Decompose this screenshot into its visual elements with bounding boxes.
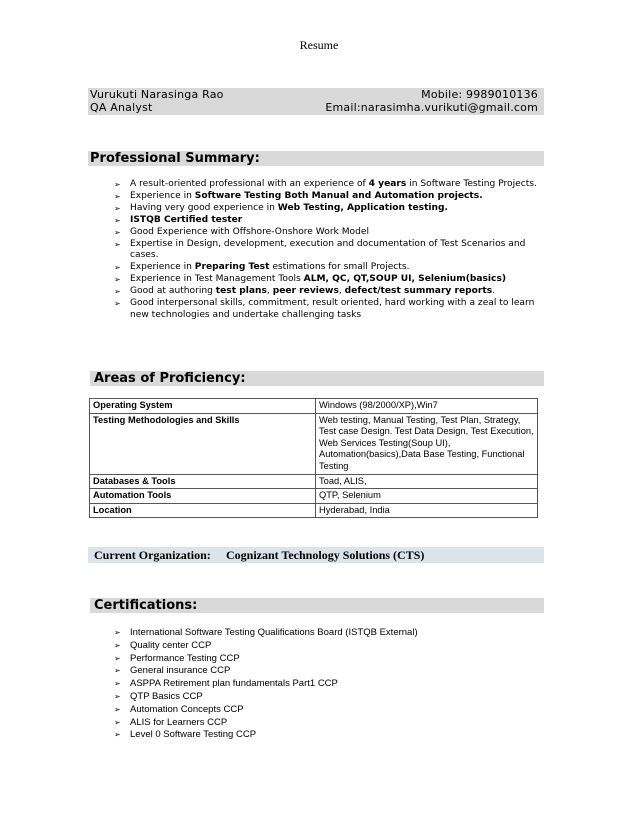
summary-text: 4 years [368, 179, 407, 189]
table-row [90, 489, 538, 504]
summary-text: . [492, 286, 496, 297]
certification-item [114, 717, 544, 730]
certification-item [114, 678, 544, 691]
bullet-arrow-icon: ➢ [114, 691, 121, 701]
summary-text: Having very good experience in [130, 202, 278, 213]
proficiency-value: Toad, ALIS, [316, 474, 538, 489]
proficiency-label: Databases & Tools [90, 474, 316, 489]
candidate-role: QA Analyst [90, 101, 153, 114]
section-title: Certifications: [94, 598, 198, 613]
bullet-arrow-icon: ➢ [114, 180, 121, 189]
bullet-arrow-icon: ➢ [114, 704, 121, 714]
summary-item [114, 227, 544, 239]
proficiency-label: Automation Tools [90, 489, 316, 504]
bullet-arrow-icon: ➢ [114, 299, 121, 309]
proficiency-label: Location [90, 503, 316, 518]
bullet-arrow-icon: ➢ [114, 640, 121, 650]
summary-item [114, 215, 544, 227]
bullet-arrow-icon: ➢ [114, 730, 121, 740]
certification-text: Performance Testing CCP [130, 652, 240, 664]
certifications-heading [90, 598, 544, 613]
section-title: Professional Summary: [90, 151, 260, 166]
summary-item [114, 274, 544, 286]
organization-name: Cognizant Technology Solutions (CTS) [226, 548, 425, 562]
summary-item [114, 286, 544, 298]
summary-text: Software Testing Both Manual and Automation projects. [194, 190, 483, 201]
candidate-name: Vurukuti Narasinga Rao [90, 88, 224, 101]
summary-item [114, 191, 544, 203]
contact-row-2 [88, 101, 544, 115]
table-row [90, 399, 538, 414]
summary-text: Good at authoring [130, 286, 216, 297]
section-title: Areas of Proficiency: [94, 371, 246, 386]
bullet-arrow-icon: ➢ [114, 191, 121, 201]
proficiency-heading [90, 371, 544, 386]
summary-text: Web Testing, Application testing. [277, 202, 448, 213]
email-address: Email:narasimha.vurikuti@gmail.com [325, 101, 538, 114]
summary-text: Experience in [130, 190, 195, 201]
summary-text: in Software Testing Projects. [406, 179, 537, 189]
summary-text: peer reviews [272, 286, 339, 297]
summary-text: Good interpersonal skills, commitment, result oriented, hard working with a zeal to learn new technologies and undertake challenging tasks [130, 298, 535, 320]
mobile-number: Mobile: 9989010136 [421, 88, 538, 101]
certifications-list [114, 627, 544, 742]
certification-item [114, 691, 544, 704]
certification-text: Quality center CCP [130, 639, 212, 651]
bullet-arrow-icon: ➢ [114, 717, 121, 727]
certification-text: ALIS for Learners CCP [130, 716, 228, 728]
bullet-arrow-icon: ➢ [114, 263, 121, 273]
bullet-arrow-icon: ➢ [114, 203, 121, 213]
summary-text: Experience in Test Management Tools [130, 274, 304, 285]
bullet-arrow-icon: ➢ [114, 227, 121, 237]
table-row [90, 503, 538, 518]
table-row [90, 474, 538, 489]
bullet-arrow-icon: ➢ [114, 287, 121, 297]
certification-text: General insurance CCP [130, 665, 231, 677]
proficiency-value: Windows (98/2000/XP),Win7 [316, 399, 538, 414]
organization-label: Current Organization: [94, 548, 211, 562]
proficiency-value: Hyderabad, India [316, 503, 538, 518]
summary-text: test plans [215, 286, 267, 297]
bullet-arrow-icon: ➢ [114, 666, 121, 676]
certification-item [114, 653, 544, 666]
professional-summary-heading [88, 151, 544, 166]
proficiency-label: Operating System [90, 399, 316, 414]
contact-row-1 [88, 88, 544, 102]
summary-text: Expertise in Design, development, execution and documentation of Test Scenarios and cases. [130, 238, 526, 261]
summary-item [114, 239, 544, 263]
summary-item [114, 203, 544, 215]
summary-text: Preparing Test [194, 262, 270, 273]
document-title: Resume [299, 38, 339, 52]
certification-text: Level 0 Software Testing CCP [130, 729, 257, 741]
bullet-arrow-icon: ➢ [114, 679, 121, 689]
summary-item [114, 262, 544, 274]
certification-text: Automation Concepts CCP [130, 703, 244, 715]
proficiency-label: Testing Methodologies and Skills [90, 413, 316, 474]
bullet-arrow-icon: ➢ [114, 628, 121, 637]
certification-text: International Software Testing Qualifications Board (ISTQB External) [130, 627, 418, 638]
summary-text: A result-oriented professional with an experience of [130, 179, 369, 189]
bullet-arrow-icon: ➢ [114, 275, 121, 285]
summary-item [114, 179, 544, 191]
summary-list [114, 179, 544, 322]
summary-text: estimations for small Projects. [269, 262, 410, 273]
current-organization [88, 547, 544, 563]
summary-text: ISTQB Certified tester [130, 214, 243, 225]
bullet-arrow-icon: ➢ [114, 653, 121, 663]
proficiency-value: QTP, Selenium [316, 489, 538, 504]
certification-item [114, 627, 544, 640]
certification-text: QTP Basics CCP [130, 690, 203, 702]
bullet-arrow-icon: ➢ [114, 239, 121, 249]
summary-text: defect/test summary reports [344, 286, 493, 297]
certification-item [114, 704, 544, 717]
summary-text: ALM, QC, QT,SOUP UI, Selenium(basics) [303, 274, 507, 285]
certification-item [114, 665, 544, 678]
summary-text: Good Experience with Offshore-Onshore Work Model [130, 226, 370, 237]
summary-text: , [338, 286, 345, 297]
bullet-arrow-icon: ➢ [114, 215, 121, 225]
summary-item [114, 298, 544, 322]
table-row [90, 413, 538, 474]
proficiency-table [89, 398, 538, 518]
certification-item [114, 729, 544, 742]
certification-item [114, 640, 544, 653]
summary-text: , [266, 286, 273, 297]
certification-text: ASPPA Retirement plan fundamentals Part1 CCP [130, 678, 338, 690]
summary-text: Experience in [130, 262, 195, 273]
proficiency-value: Web testing, Manual Testing, Test Plan, Strategy, Test case Design. Test Data Design, Test Execution, Web Services Testing(Soup UI), Automation(basics),Data Base Testing, Functional Testing [316, 413, 538, 474]
